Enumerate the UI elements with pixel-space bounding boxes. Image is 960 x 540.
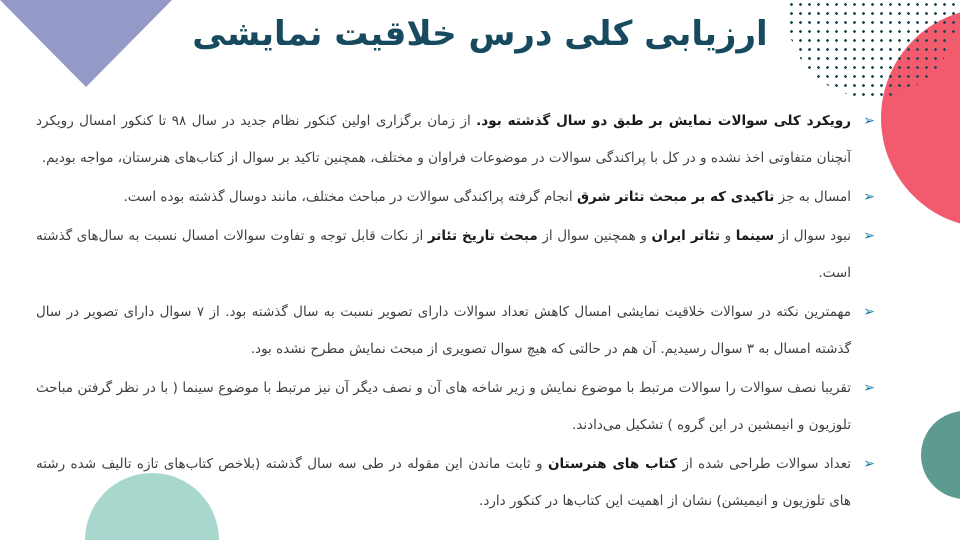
bullet-text: نبود سوال از سینما و تئاتر ایران و همچنین سوال از مبحث تاریخ تئاتر از نکات قابل توجه و تفاوت سوالات امسال نسبت به سال‌های گذشته است. — [36, 228, 851, 281]
bullet-arrow-icon: ➢ — [863, 304, 875, 320]
bullet-text: رویکرد کلی سوالات نمایش بر طبق دو سال گذشته بود. از زمان برگزاری اولین کنکور نظام جدید در سال ۹۸ تا کنکور امسال رویکرد آنچنان متفاوتی اخذ نشده و در کل با پراکندگی سوالات در موضوعات فراوان و مختلف، همچنین تاکید بر سوال از کتاب‌های هنرستان، مواجه بودیم. — [36, 113, 851, 166]
bullet-arrow-icon: ➢ — [863, 228, 875, 244]
bullet-text: تعداد سوالات طراحی شده از کتاب های هنرستان و ثابت ماندن این مقوله در طی سه سال گذشته (بلاخص کتاب‌های تازه تالیف شده رشته های تلوزیون و انیمیشن) نشان از اهمیت این کتاب‌ها در کنکور دارد. — [36, 456, 851, 509]
bullet-text: تقریبا نصف سوالات را سوالات مرتبط با موضوع نمایش و زیر شاخه های آن و نصف دیگر آن نیز مرتبط با موضوع سینما ( با در نظر گرفتن مباحث تلوزیون و انیمشین در این گروه ) تشکیل می‌دادند. — [36, 380, 851, 433]
bullet-arrow-icon: ➢ — [863, 380, 875, 396]
bullet-text: مهمترین نکته در سوالات خلاقیت نمایشی امسال کاهش تعداد سوالات دارای تصویر نسبت به سال گذشته بود. از ۷ سوال دارای تصویر در سال گذشته امسال به ۳ سوال رسیدیم. آن هم در حالتی که هیچ سوال تصویری از مبحث نمایش مطرح نشده بود. — [36, 304, 851, 357]
bullet-item — [36, 294, 875, 368]
bullet-list — [36, 103, 875, 522]
bullet-text: امسال به جز تاکیدی که بر مبحث تئاتر شرق انجام گرفته پراکندگی سوالات در مباحث مختلف، مانند دوسال گذشته بوده است. — [123, 189, 851, 205]
slide-title: ارزیابی کلی درس خلاقیت نمایشی — [192, 14, 768, 54]
bullet-item — [36, 179, 875, 216]
decorative-circle-teal — [921, 411, 960, 499]
bullet-item — [36, 103, 875, 177]
bullet-arrow-icon: ➢ — [863, 456, 875, 472]
bullet-arrow-icon: ➢ — [863, 113, 875, 129]
bullet-item — [36, 370, 875, 444]
bullet-item — [36, 446, 875, 520]
bullet-arrow-icon: ➢ — [863, 189, 875, 205]
bullet-item — [36, 218, 875, 292]
